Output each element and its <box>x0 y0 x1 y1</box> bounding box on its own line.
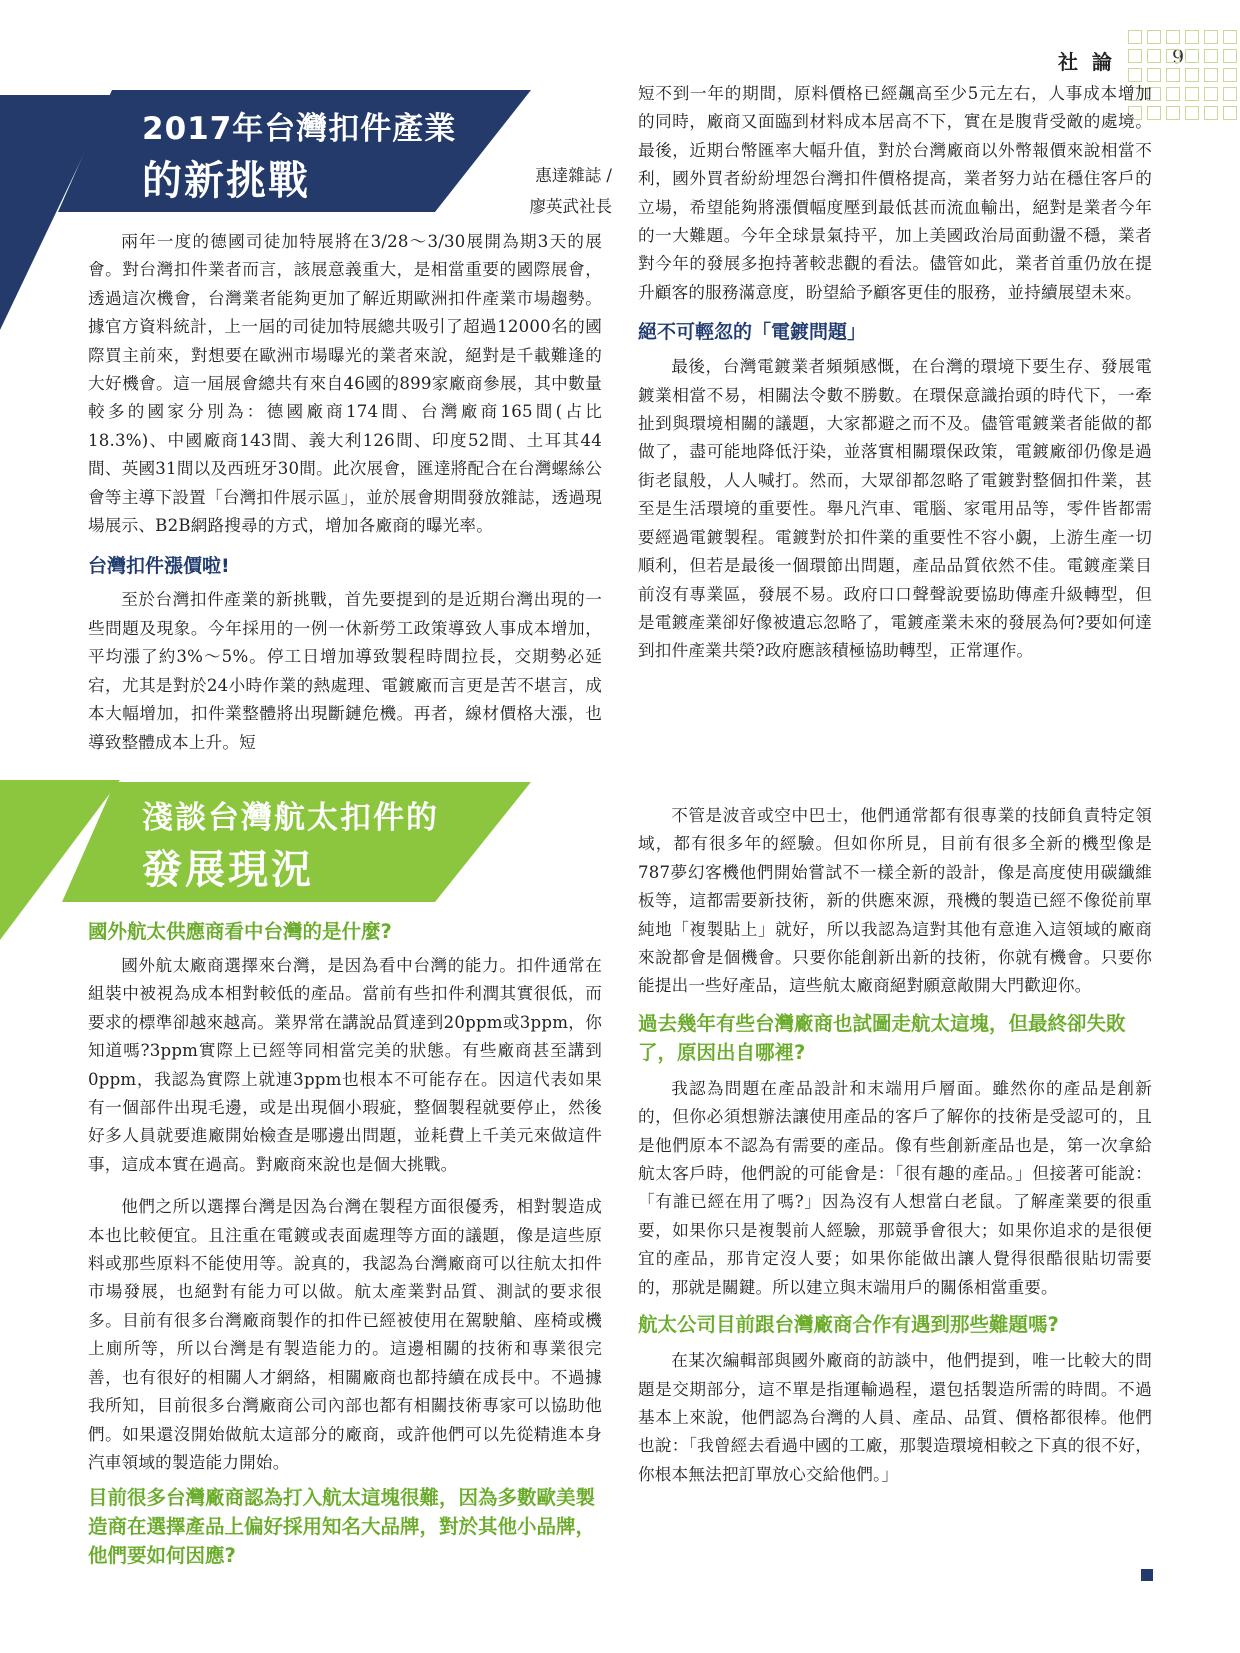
section-label: 社 論 <box>1058 50 1112 74</box>
article2-answer2-p1: 不管是波音或空中巴士，他們通常都有很專業的技師負責特定領域，都有很多年的經驗。但如你所見，目前有很多全新的機型像是787夢幻客機他們開始嘗試不一樣全新的設計，像是高度使用碳纖維板等，這都需要新技術，新的供應來源，飛機的製造已經不像從前單純地「複製貼上」就好，所以我認為這對其他有意進入這領域的廠商來說都會是個機會。只要你能創新出新的技術，你就有機會。只要你能提出一些好產品，這些航太廠商絕對願意敞開大門歡迎你。 <box>638 806 1152 996</box>
article2-right-column <box>638 802 1152 1489</box>
article2-title-line2: 發展現況 <box>142 847 314 893</box>
article1-title-line1: 2017年台灣扣件產業 <box>142 111 457 147</box>
end-mark <box>1141 1569 1153 1581</box>
article2-title-line1: 淺談台灣航太扣件的 <box>142 800 439 836</box>
article2-answer1-p2: 他們之所以選擇台灣是因為台灣在製程方面很優秀，相對製造成本也比較便宜。且注重在電鍍或表面處理等方面的議題，像是這些原料或那些原料不能使用等。說真的，我認為台灣廠商可以往航太扣件市場發展，也絕對有能力可以做。航太產業對品質、測試的要求很多。目前有很多台灣廠商製作的扣件已經被使用在駕駛艙、座椅或機上廁所等，所以台灣是有製造能力的。這邊相關的技術和專業很完善，也有很好的相關人才網絡，相關廠商也都持續在成長中。不過據我所知，目前很多台灣廠商公司內部也都有相關技術專家可以協助他們。如果還沒開始做航太這部分的廠商，或許他們可以先從精進本身汽車領域的製造能力開始。 <box>88 1197 602 1472</box>
article1-title-line2: 的新挑戰 <box>142 158 310 204</box>
article2-question2: 目前很多台灣廠商認為打入航太這塊很難，因為多數歐美製造商在選擇產品上偏好採用知名大品牌，對於其他小品牌，他們要如何因應? <box>88 1486 596 1568</box>
article1-left-column <box>88 228 602 757</box>
article2-question4: 航太公司目前跟台灣廠商合作有遇到那些難題嗎? <box>638 1313 1059 1337</box>
article1-subhead2: 絕不可輕忽的「電鍍問題」 <box>638 321 867 344</box>
article2-question1: 國外航太供應商看中台灣的是什麼? <box>88 920 392 943</box>
article1-subhead1: 台灣扣件漲價啦! <box>88 555 230 578</box>
article2-answer4-p1: 在某次編輯部與國外廠商的訪談中，他們提到，唯一比較大的問題是交期部分，這不單是指運輸過程，還包括製造所需的時間。不過基本上來說，他們認為台灣的人員、產品、品質、價格都很棒。他們也說：「我曾經去看過中國的工廠，那製造環境相較之下真的很不好，你根本無法把訂單放心交給他們。」 <box>638 1351 1152 1484</box>
author-line1: 惠達雜誌 / <box>535 166 612 185</box>
article1-paragraph3: 短不到一年的期間，原料價格已經飆高至少5元左右，人事成本增加的同時，廠商又面臨到材料成本居高不下，實在是腹背受敵的處境。最後，近期台幣匯率大幅升值，對於台灣廠商以外幣報價來說相當不利，國外買者紛紛埋怨台灣扣件價格提高，業者努力站在穩住客戶的立場，希望能夠將漲價幅度壓到最低甚而流血輸出，絕對是業者今年的一大難題。今年全球景氣持平，加上美國政治局面動盪不穩，業者對今年的發展多抱持著較悲觀的看法。儘管如此，業者首重仍放在提升顧客的服務滿意度，盼望給予顧客更佳的服務，並持續展望未來。 <box>638 84 1152 302</box>
article1-author <box>502 160 612 222</box>
author-line2: 廖英武社長 <box>529 197 612 216</box>
article1-paragraph4: 最後，台灣電鍍業者頻頻感慨，在台灣的環境下要生存、發展電鍍業相當不易，相關法令數不勝數。在環保意識抬頭的時代下，一牽扯到與環境相關的議題，大家都避之而不及。儘管電鍍業者能做的都做了，盡可能地降低汙染，並落實相關環保政策，電鍍廠卻仍像是過街老鼠般，人人喊打。然而，大眾卻都忽略了電鍍對整個扣件業，甚至是生活環境的重要性。舉凡汽車、電腦、家電用品等，零件皆都需要經過電鍍製程。電鍍對於扣件業的重要性不容小覷，上游生產一切順利，但若是最後一個環節出問題，產品品質依然不佳。電鍍產業目前沒有專業區，發展不易。政府口口聲聲說要協助傳產升級轉型，但是電鍍產業卻好像被遺忘忽略了，電鍍產業未來的發展為何?要如何達到扣件產業共榮?政府應該積極協助轉型，正常運作。 <box>638 357 1152 661</box>
article2-question3: 過去幾年有些台灣廠商也試圖走航太這塊，但最終卻失敗了，原因出自哪裡? <box>638 1011 1126 1064</box>
page-number: 9 <box>1172 46 1185 68</box>
article2-left-column <box>88 917 602 1570</box>
article1-paragraph2: 至於台灣扣件產業的新挑戰，首先要提到的是近期台灣出現的一些問題及現象。今年採用的一例一休新勞工政策導致人事成本增加，平均漲了約3%～5%。停工日增加導致製程時間拉長，交期勢必延宕，尤其是對於24小時作業的熱處理、電鍍廠而言更是苦不堪言，成本大幅增加，扣件業整體將出現斷鏈危機。再者，線材價格大漲，也導致整體成本上升。短 <box>88 590 602 752</box>
article1-paragraph1: 兩年一度的德國司徒加特展將在3/28～3/30展開為期3天的展會。對台灣扣件業者而言，該展意義重大，是相當重要的國際展會，透過這次機會，台灣業者能夠更加了解近期歐洲扣件產業市場趨勢。據官方資料統計，上一屆的司徒加特展總共吸引了超過12000名的國際買主前來，對想要在歐洲市場曝光的業者來說，絕對是千載難逢的大好機會。這一屆展會總共有來自46國的899家廠商參展，其中數量較多的國家分別為：德國廠商174間、台灣廠商165間(占比18.3%)、中國廠商143間、義大利126間、印度52間、土耳其44間、英國31間以及西班牙30間。此次展會，匯達將配合在台灣螺絲公會等主導下設置「台灣扣件展示區」，並於展會期間發放雜誌，透過現場展示、B2B網路搜尋的方式，增加各廠商的曝光率。 <box>88 232 602 536</box>
article1-right-column <box>638 80 1152 666</box>
article2-answer3-p1: 我認為問題在產品設計和末端用戶層面。雖然你的產品是創新的，但你必須想辦法讓使用產品的客戶了解你的技術是受認可的，且是他們原本不認為有需要的產品。像有些創新產品也是，第一次拿給航太客戶時，他們說的可能會是：「很有趣的產品。」但接著可能說：「有誰已經在用了嗎?」因為沒有人想當白老鼠。了解產業要的很重要，如果你只是複製前人經驗，那競爭會很大；如果你追求的是很便宜的產品，那肯定沒人要；如果你能做出讓人覺得很酷很貼切需要的，那就是關鍵。所以建立與末端用戶的關係相當重要。 <box>638 1078 1152 1297</box>
article2-answer1-p1: 國外航太廠商選擇來台灣，是因為看中台灣的能力。扣件通常在組裝中被視為成本相對較低的產品。當前有些扣件利潤其實很低，而要求的標準卻越來越高。業界常在講說品質達到20ppm或3ppm，你知道嗎?3ppm實際上已經等同相當完美的狀態。有些廠商甚至講到0ppm，我認為實際上就連3ppm也根本不可能存在。因這代表如果有一個部件出現毛邊，或是出現個小瑕疵，整個製程就要停止，然後好多人員就要進廠開始檢查是哪邊出問題，並耗費上千美元來做這件事，這成本實在過高。對廠商來說也是個大挑戰。 <box>88 956 602 1174</box>
